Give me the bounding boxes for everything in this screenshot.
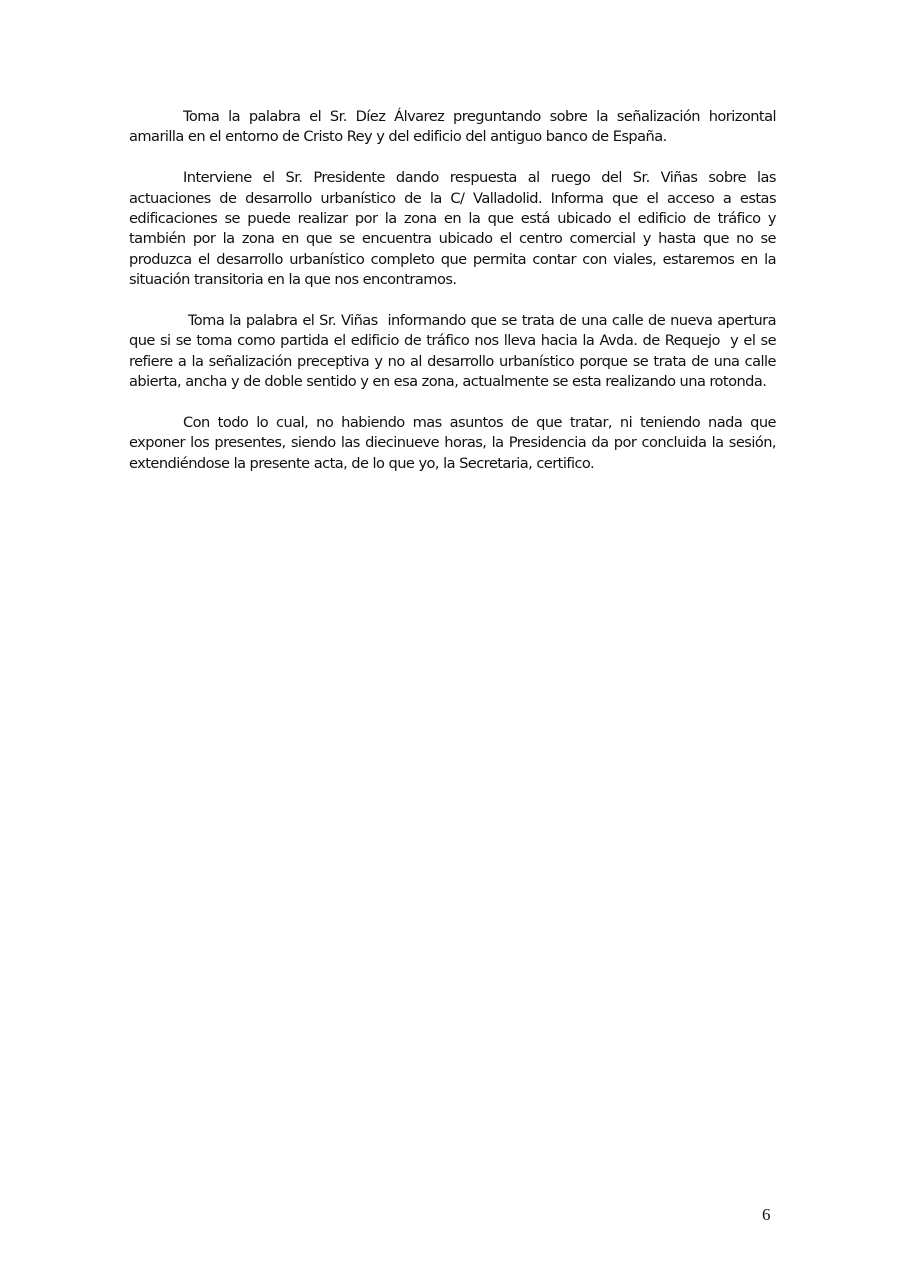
paragraph-presidente-response: Interviene el Sr. Presidente dando respuesta al ruego del Sr. Viñas sobre las actuaciones de desarrollo urbanístico de la C/ Valladolid. Informa que el acceso a estas edificaciones se puede realizar por la zona en la que está ubicado el edificio de tráfico y también por la zona en que se encuentra ubicado el centro comercial y hasta que no se produzca el desarrollo urbanístico completo que permita contar con viales, estaremos en la situación transitoria en la que nos encontramos. — [129, 169, 776, 289]
page-number: 6 — [762, 1205, 771, 1224]
paragraph-closing: Con todo lo cual, no habiendo mas asuntos de que tratar, ni teniendo nada que exponer los presentes, siendo las diecinueve horas, la Presidencia da por concluida la sesión, extendiéndose la presente acta, de lo que yo, la Secretaria, certifico. — [129, 414, 776, 472]
paragraph-vinas-reply: Toma la palabra el Sr. Viñas informando que se trata de una calle de nueva apertura que si se toma como partida el edificio de tráfico nos lleva hacia la Avda. de Requejo y el se refiere a la señalización preceptiva y no al desarrollo urbanístico porque se trata de una calle abierta, ancha y de doble sentido y en esa zona, actualmente se esta realizando una rotonda. — [129, 312, 781, 391]
paragraph-diez-alvarez: Toma la palabra el Sr. Díez Álvarez preguntando sobre la señalización horizontal amarilla en el entorno de Cristo Rey y del edificio del antiguo banco de España. — [129, 108, 776, 146]
document-body — [129, 107, 781, 495]
